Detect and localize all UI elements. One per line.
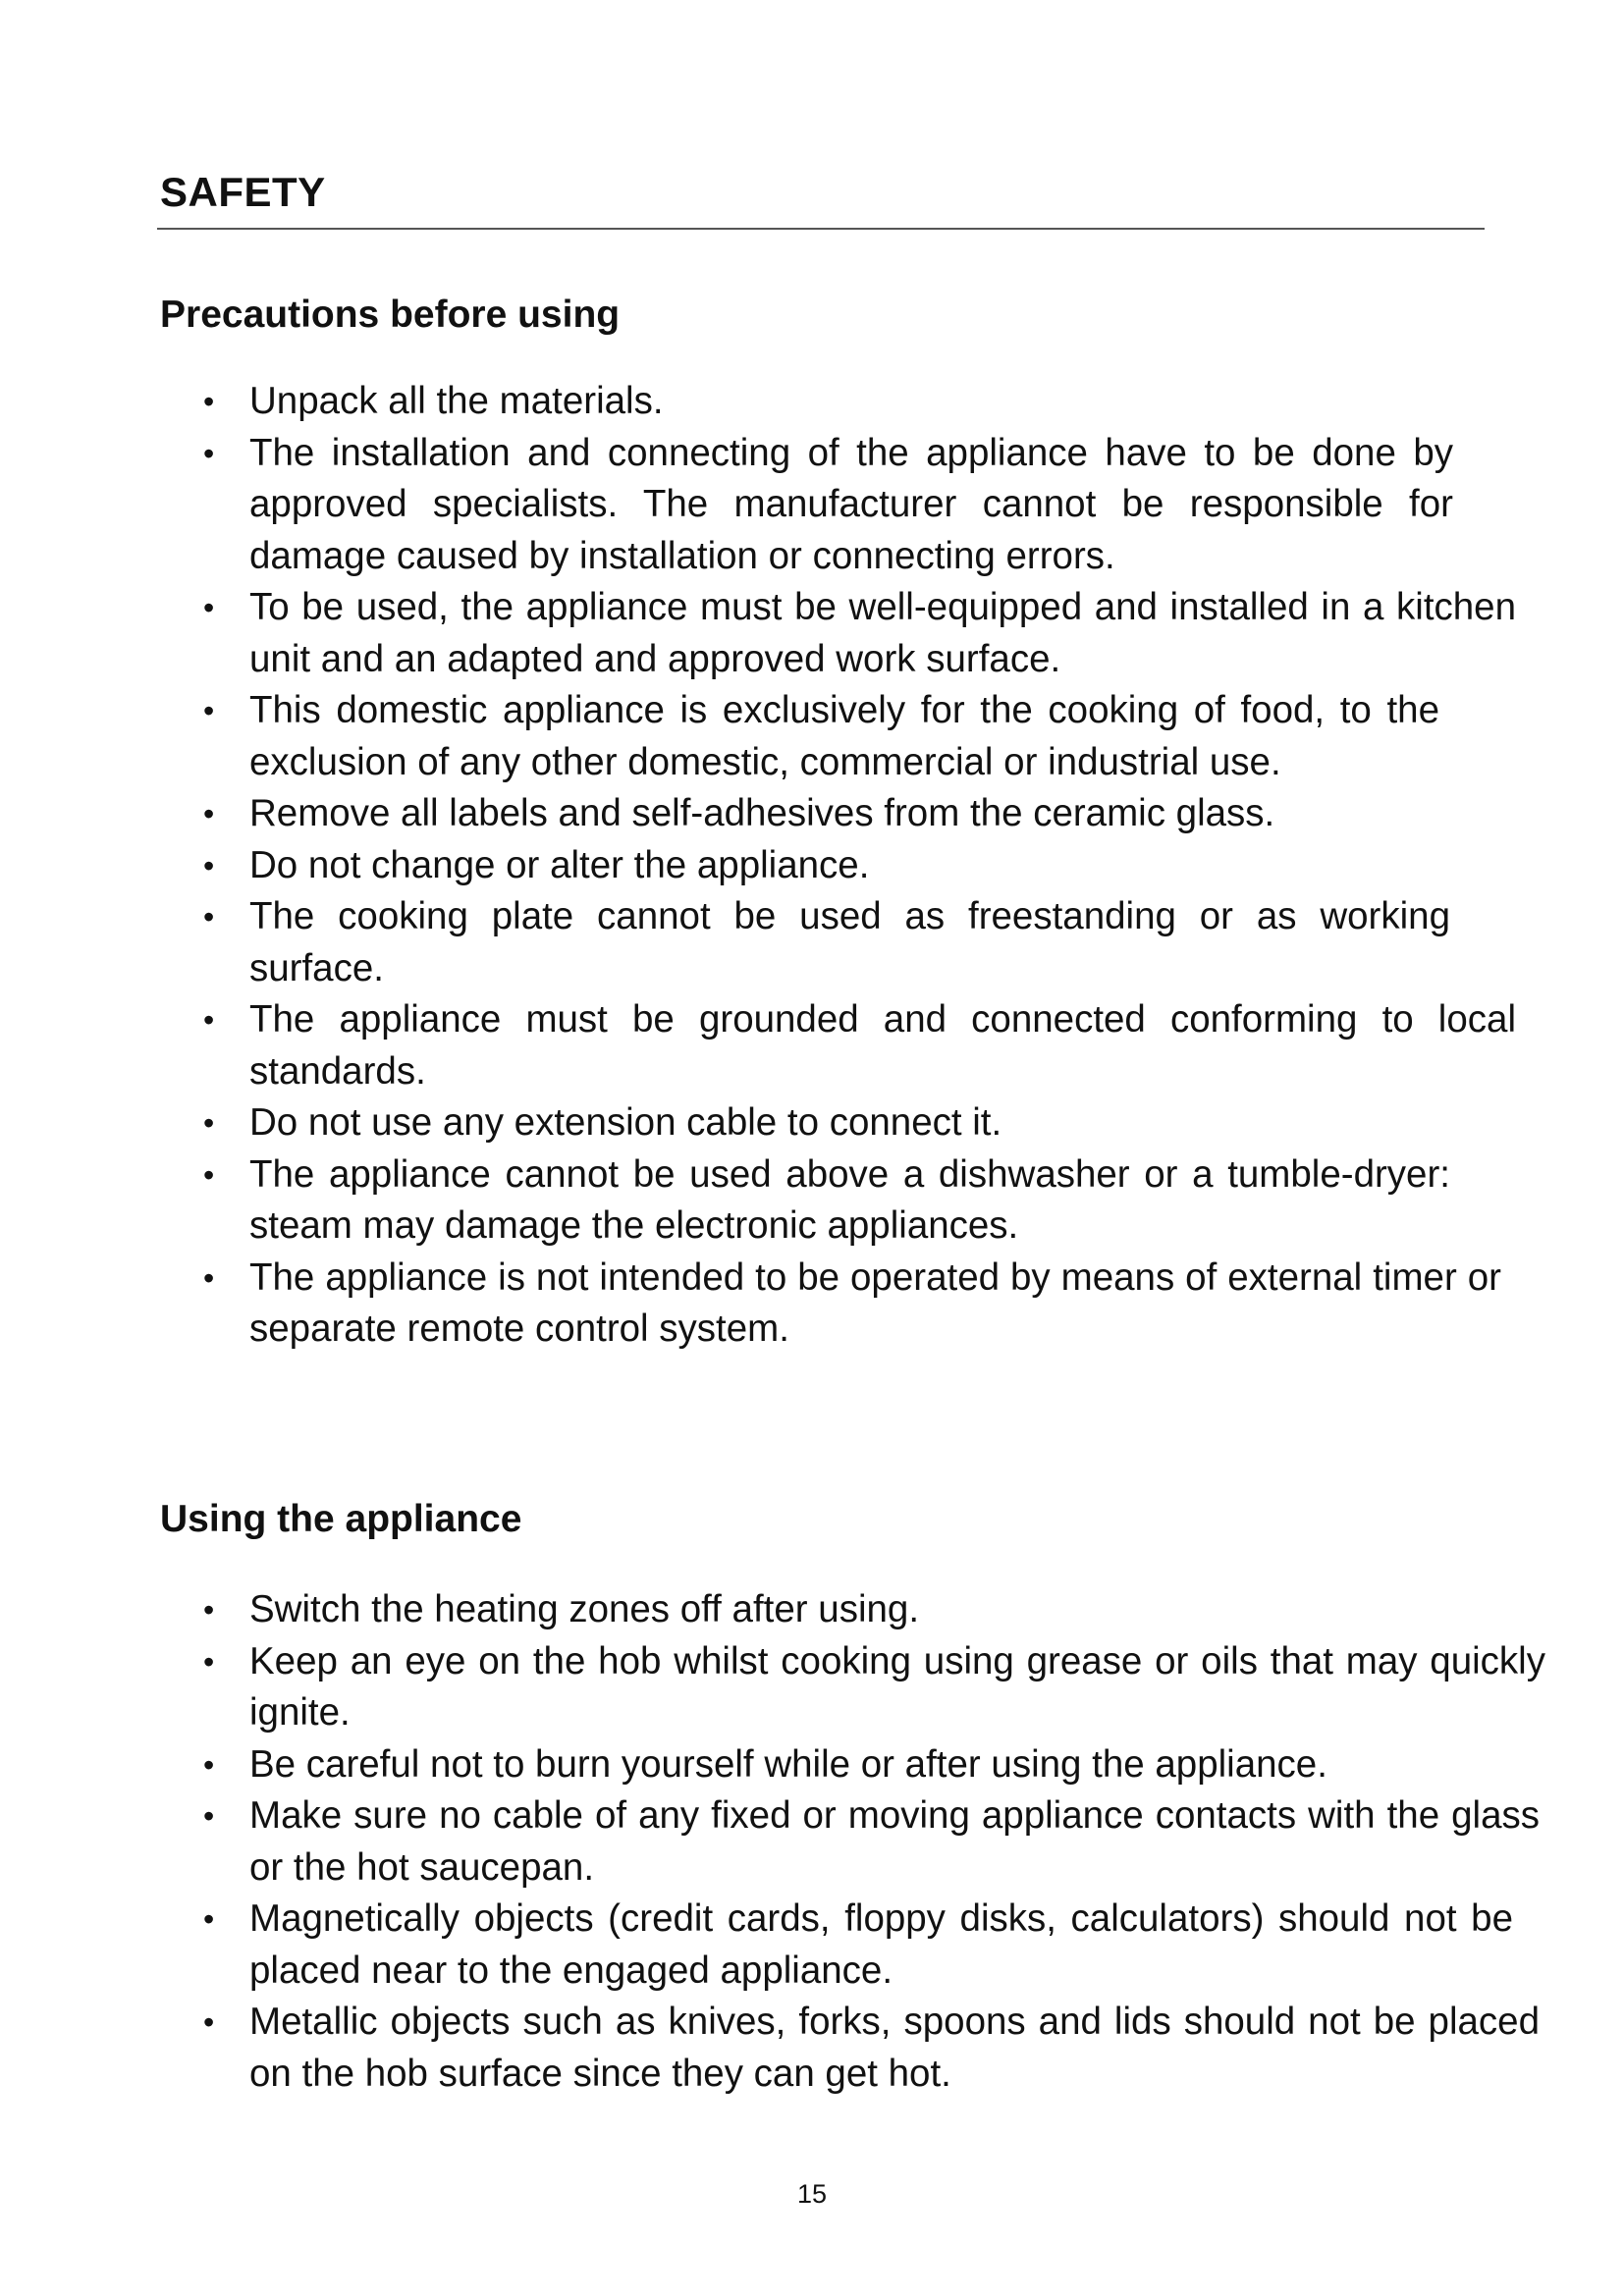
page-title: SAFETY <box>160 169 326 215</box>
using-list <box>200 1584 1545 2100</box>
list-item: • The appliance is not intended to be operated by means of external timer or separate remote control system. <box>200 1253 1501 1356</box>
list-item: • Unpack all the materials. <box>200 376 1516 428</box>
list-item: • The cooking plate cannot be used as freestanding or as working surface. <box>200 891 1450 994</box>
list-item: • Metallic objects such as knives, forks, spoons and lids should not be placed on the hob surface since they can get hot. <box>200 1997 1540 2100</box>
list-item: • Switch the heating zones off after using. <box>200 1584 1540 1636</box>
list-item: • Remove all labels and self-adhesives from the ceramic glass. <box>200 788 1516 840</box>
list-item: • Do not change or alter the appliance. <box>200 840 1516 892</box>
section-heading-precautions: Precautions before using <box>160 294 621 336</box>
list-item: • Magnetically objects (credit cards, floppy disks, calculators) should not be placed near to the engaged appliance. <box>200 1894 1513 1997</box>
list-item: • Keep an eye on the hob whilst cooking using grease or oils that may quickly ignite. <box>200 1636 1545 1739</box>
list-item: • The appliance cannot be used above a dishwasher or a tumble-dryer: steam may damage the electronic appliances. <box>200 1149 1450 1253</box>
title-divider <box>157 228 1485 230</box>
page-number: 15 <box>796 2179 828 2209</box>
precautions-list <box>200 376 1516 1356</box>
list-item: • Do not use any extension cable to connect it. <box>200 1097 1516 1149</box>
section-heading-using: Using the appliance <box>160 1498 522 1540</box>
list-item: • The appliance must be grounded and connected conforming to local standards. <box>200 994 1516 1097</box>
list-item: • The installation and connecting of the appliance have to be done by approved specialists. The manufacturer cannot be responsible for damage caused by installation or connecting errors. <box>200 428 1453 583</box>
list-item: • Make sure no cable of any fixed or moving appliance contacts with the glass or the hot saucepan. <box>200 1790 1540 1894</box>
list-item: • This domestic appliance is exclusively for the cooking of food, to the exclusion of any other domestic, commercial or industrial use. <box>200 685 1439 788</box>
list-item: • To be used, the appliance must be well-equipped and installed in a kitchen unit and an adapted and approved work surface. <box>200 582 1516 685</box>
list-item: • Be careful not to burn yourself while or after using the appliance. <box>200 1739 1418 1791</box>
